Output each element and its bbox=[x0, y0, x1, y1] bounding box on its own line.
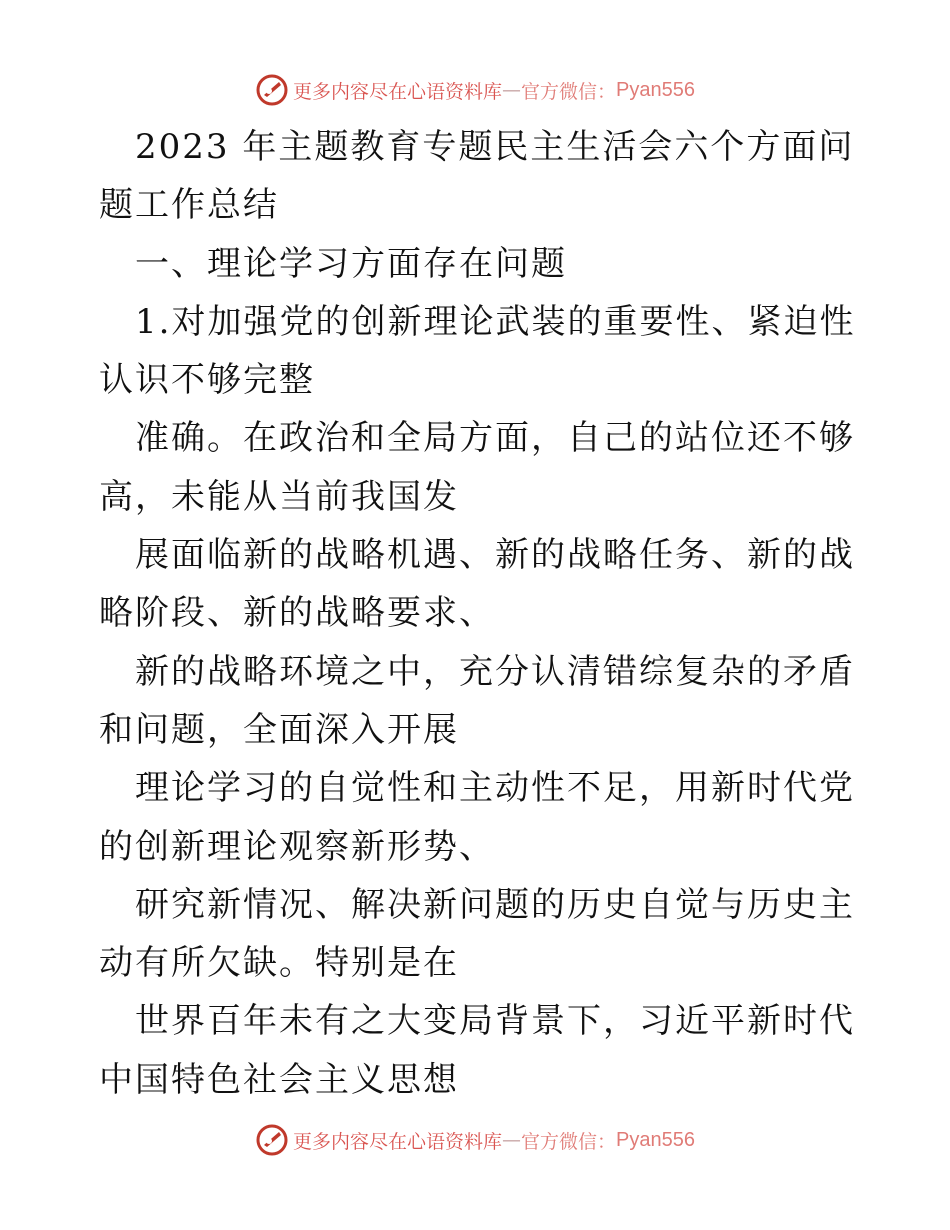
paragraph: 理论学习的自觉性和主动性不足，用新时代党的创新理论观察新形势、 bbox=[99, 768, 855, 867]
paragraph: 新的战略环境之中，充分认清错综复杂的矛盾和问题，全面深入开展 bbox=[99, 651, 855, 750]
watermark-text: 更多内容尽在心语资料库 bbox=[293, 1130, 503, 1153]
footer-watermark bbox=[0, 1120, 950, 1160]
paragraph: 研究新情况、解决新问题的历史自觉与历史主动有所欠缺。特别是在 bbox=[99, 884, 855, 984]
paragraph: 1.对加强党的创新理论武装的重要性、紧迫性认识不够完整 bbox=[99, 301, 856, 401]
logo-icon bbox=[255, 1123, 289, 1157]
watermark-separator: — bbox=[502, 1129, 522, 1151]
watermark-separator: — bbox=[502, 79, 522, 101]
watermark-text: 更多内容尽在心语资料库 bbox=[293, 80, 503, 103]
header-watermark bbox=[0, 70, 950, 110]
watermark-label: 官方微信： bbox=[521, 1130, 617, 1153]
watermark-label: 官方微信： bbox=[521, 80, 617, 103]
logo-icon bbox=[255, 73, 289, 107]
paragraph: 世界百年未有之大变局背景下，习近平新时代中国特色社会主义思想 bbox=[99, 1001, 855, 1100]
section-heading: 一、理论学习方面存在问题 bbox=[135, 243, 567, 284]
watermark-id: Pyan556 bbox=[616, 78, 695, 101]
document-body bbox=[99, 118, 859, 1109]
paragraph: 展面临新的战略机遇、新的战略任务、新的战略阶段、新的战略要求、 bbox=[99, 535, 855, 634]
watermark-id: Pyan556 bbox=[616, 1128, 695, 1151]
paragraph: 准确。在政治和全局方面，自己的站位还不够高，未能从当前我国发 bbox=[99, 418, 855, 517]
document-title: 2023 年主题教育专题民主生活会六个方面问题工作总结 bbox=[99, 127, 855, 226]
